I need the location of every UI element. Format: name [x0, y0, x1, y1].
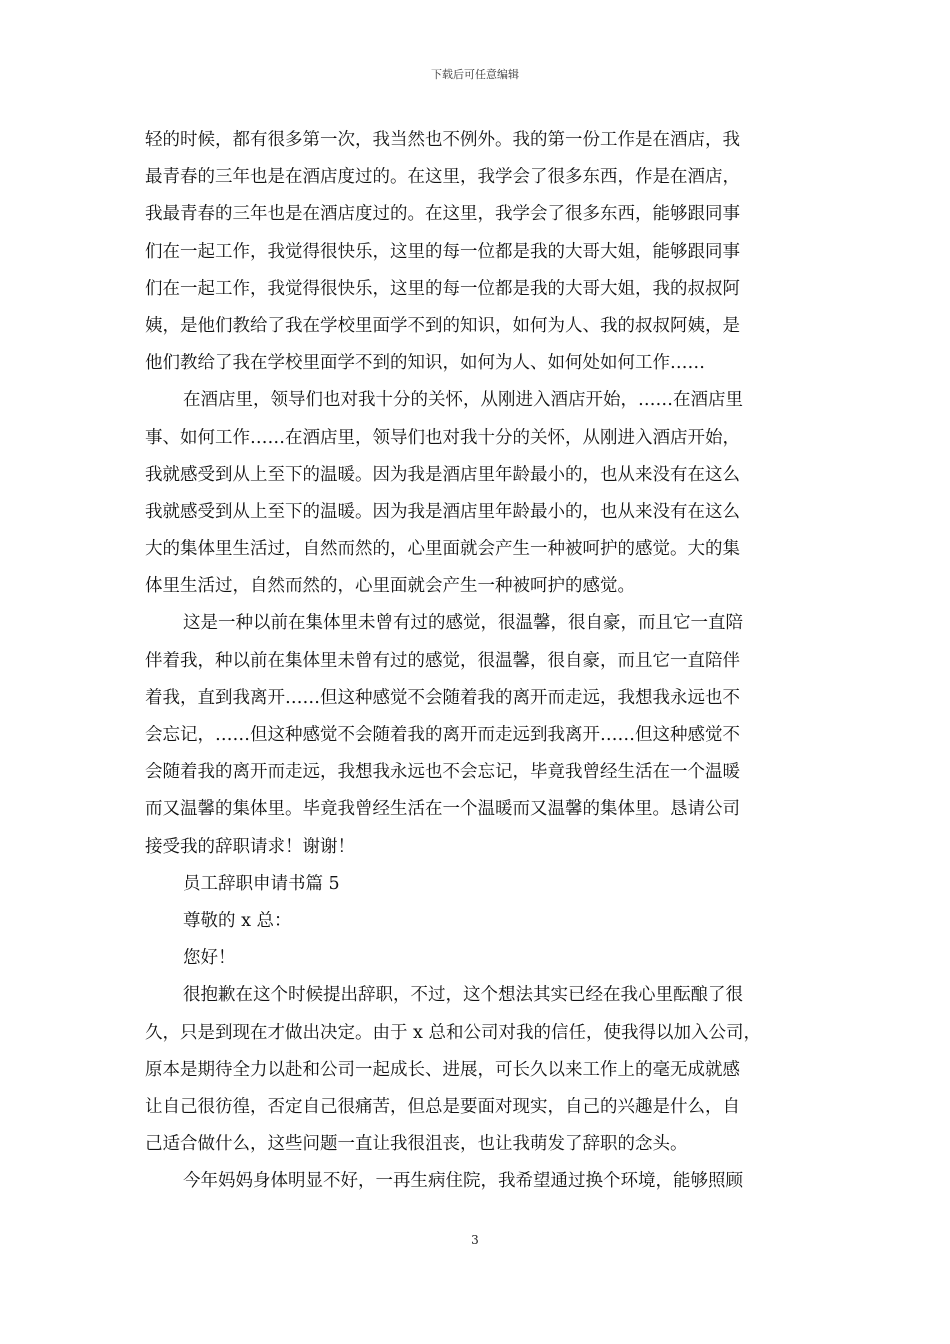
text-line: 接受我的辞职请求！谢谢！: [145, 836, 355, 857]
text-line: 着我，直到我离开……但这种感觉不会随着我的离开而走远，我想我永远也不: [145, 687, 740, 708]
text-line: 们在一起工作，我觉得很快乐，这里的每一位都是我的大哥大姐，能够跟同事: [145, 241, 740, 262]
text-line: 他们教给了我在学校里面学不到的知识，如何为人、如何处如何工作……: [145, 353, 705, 374]
page-header: 下载后可任意编辑: [431, 68, 519, 81]
paragraph-start-line: 在酒店里，领导们也对我十分的关怀，从刚进入酒店开始，……在酒店里: [183, 390, 743, 411]
text-line: 会忘记，……但这种感觉不会随着我的离开而走远到我离开……但这种感觉不: [145, 725, 740, 745]
document-body: [145, 122, 809, 1200]
text-line: 们在一起工作，我觉得很快乐，这里的每一位都是我的大哥大姐，我的叔叔阿: [145, 278, 740, 299]
text-line: 让自己很彷徨，否定自己很痛苦，但总是要面对现实，自己的兴趣是什么，自: [145, 1096, 740, 1117]
text-line: 我就感受到从上至下的温暖。因为我是酒店里年龄最小的，也从来没有在这么: [145, 501, 740, 522]
text-line: 体里生活过，自然而然的，心里面就会产生一种被呵护的感觉。: [145, 576, 635, 597]
text-line: 我就感受到从上至下的温暖。因为我是酒店里年龄最小的，也从来没有在这么: [145, 464, 740, 485]
page-number: 3: [471, 1233, 479, 1247]
text-line: 而又温馨的集体里。毕竟我曾经生活在一个温暖而又温馨的集体里。恳请公司: [145, 799, 740, 820]
text-line: 伴着我，种以前在集体里未曾有过的感觉，很温馨，很自豪，而且它一直陪伴: [145, 650, 740, 671]
text-line: 大的集体里生活过，自然而然的，心里面就会产生一种被呵护的感觉。大的集: [145, 539, 740, 560]
text-line: 己适合做什么，这些问题一直让我很沮丧，也让我萌发了辞职的念头。: [145, 1134, 688, 1155]
text-line: 我最青春的三年也是在酒店度过的。在这里，我学会了很多东西，能够跟同事: [145, 204, 740, 225]
greeting: 您好！: [183, 948, 236, 969]
text-line: 最青春的三年也是在酒店度过的。在这里，我学会了很多东西，作是在酒店，: [145, 167, 740, 188]
text-line: 久，只是到现在才做出决定。由于 x 总和公司对我的信任，使我得以加入公司，: [145, 1022, 761, 1043]
salutation: 尊敬的 x 总：: [183, 910, 292, 931]
paragraph-start-line: 今年妈妈身体明显不好，一再生病住院，我希望通过换个环境，能够照顾: [183, 1171, 743, 1192]
text-line: 原本是期待全力以赴和公司一起成长、进展，可长久以来工作上的毫无成就感: [145, 1059, 740, 1080]
paragraph-start-line: 这是一种以前在集体里未曾有过的感觉，很温馨，很自豪，而且它一直陪: [183, 613, 743, 634]
text-line: 事、如何工作……在酒店里，领导们也对我十分的关怀，从刚进入酒店开始，: [145, 427, 740, 448]
text-line: 会随着我的离开而走远，我想我永远也不会忘记，毕竟我曾经生活在一个温暖: [145, 762, 740, 783]
section-heading: 员工辞职申请书篇 5: [183, 873, 340, 894]
paragraph-start-line: 很抱歉在这个时候提出辞职，不过，这个想法其实已经在我心里酝酿了很: [183, 985, 743, 1006]
text-line: 轻的时候，都有很多第一次，我当然也不例外。我的第一份工作是在酒店，我: [145, 130, 740, 150]
text-line: 姨，是他们教给了我在学校里面学不到的知识，如何为人、我的叔叔阿姨，是: [145, 315, 740, 336]
